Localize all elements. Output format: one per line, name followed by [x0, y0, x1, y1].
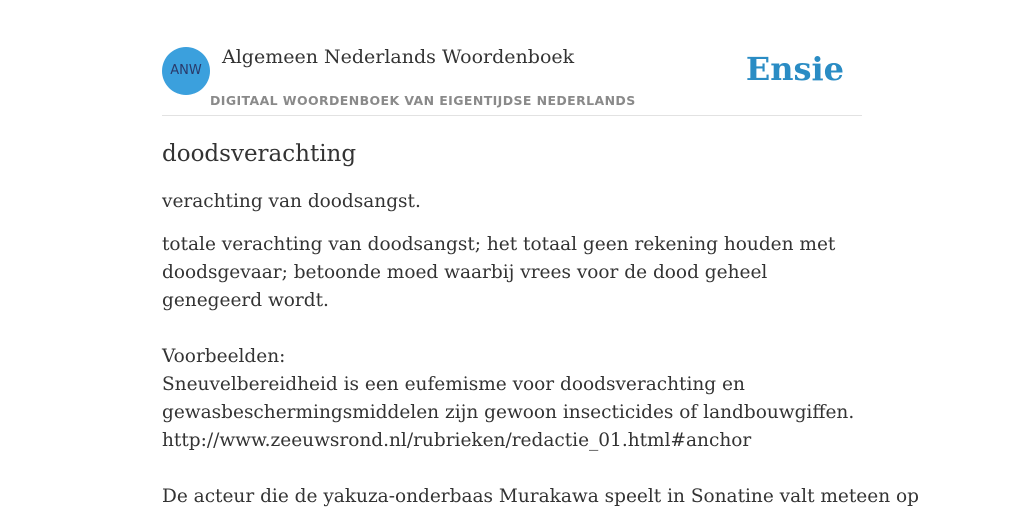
- example-line: Sneuvelbereidheid is een eufemisme voor doodsverachting en: [162, 374, 745, 395]
- entry-content: [162, 138, 919, 511]
- example-source: http://www.zeeuwsrond.nl/rubrieken/redactie_01.html#anchor: [162, 430, 752, 451]
- long-definition: totale verachting van doodsangst; het totaal geen rekening houden met doodsgevaar; betoonde moed waarbij vrees voor de dood geheel genegeerd wordt.: [162, 234, 836, 311]
- spacer: [162, 455, 882, 483]
- short-definition: verachting van doodsangst.: [162, 191, 421, 212]
- dictionary-title[interactable]: Algemeen Nederlands Woordenboek: [222, 46, 575, 68]
- site-header: [162, 46, 862, 116]
- ensie-logo[interactable]: Ensie: [745, 50, 844, 88]
- examples-section: [162, 343, 919, 511]
- examples-label: Voorbeelden:: [162, 346, 286, 367]
- anw-logo[interactable]: ANW: [162, 47, 210, 95]
- dictionary-subtitle: DIGITAAL WOORDENBOEK VAN EIGENTIJDSE NEDERLANDS: [210, 93, 636, 108]
- example-line: gewasbeschermingsmiddelen zijn gewoon insecticides of landbouwgiffen.: [162, 402, 855, 423]
- headword: doodsverachting: [162, 141, 357, 167]
- example-line: De acteur die de yakuza-onderbaas Murakawa speelt in Sonatine valt meteen op: [162, 486, 919, 507]
